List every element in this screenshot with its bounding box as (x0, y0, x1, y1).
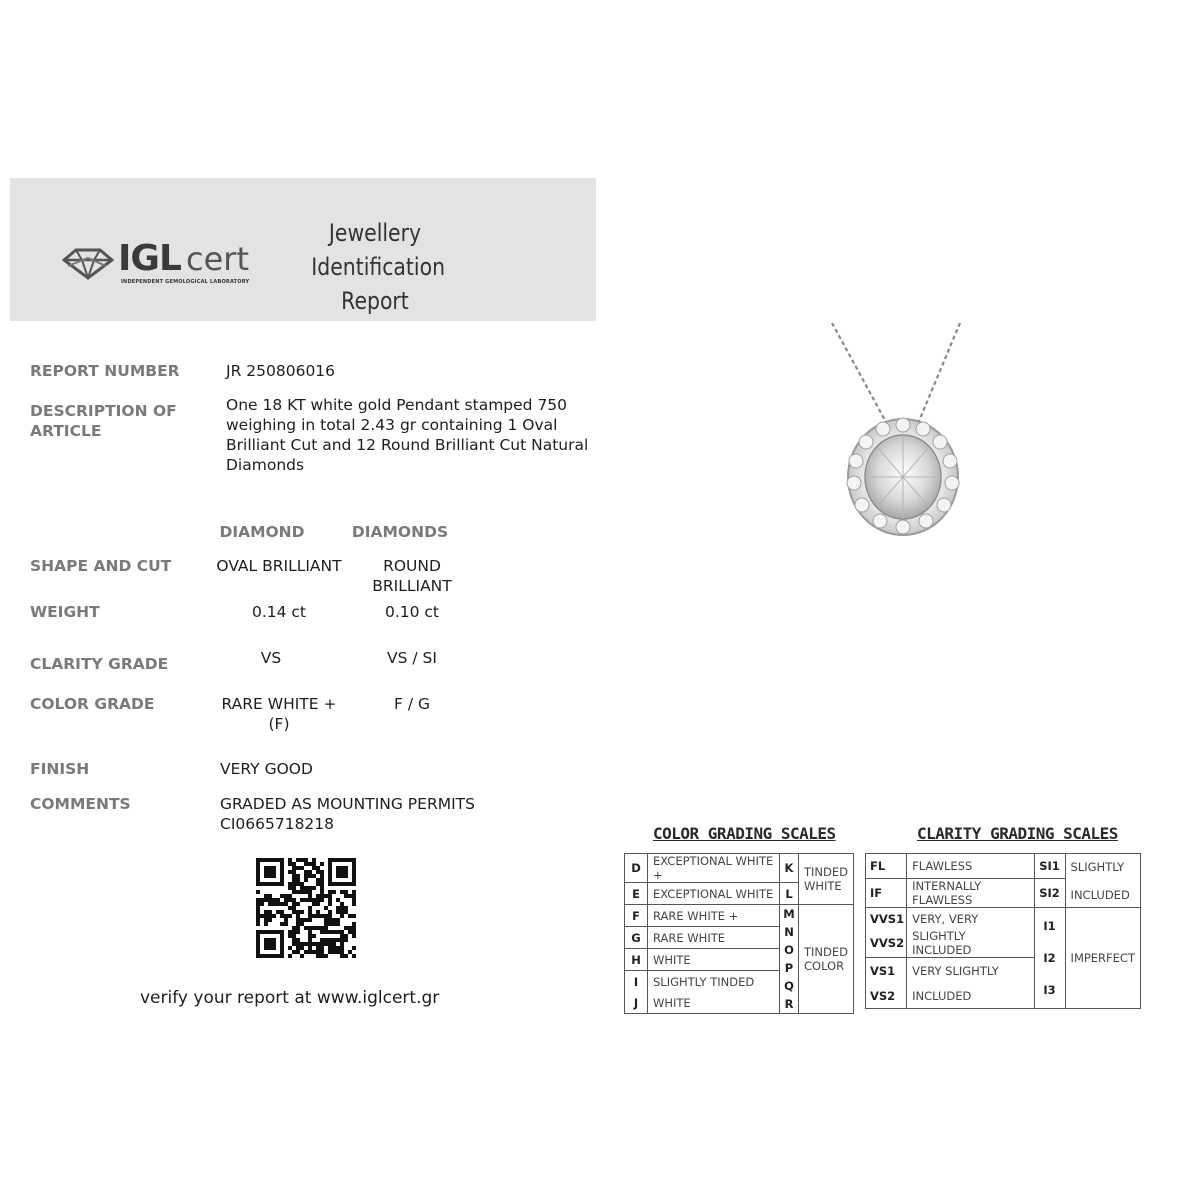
logo-igl-text: IGL (118, 238, 181, 279)
color-group-tinded-color (799, 905, 854, 1014)
color-key: K (780, 854, 799, 883)
color-key: O (784, 943, 794, 957)
color-desc: EXCEPTIONAL WHITE (648, 883, 780, 905)
color-key: P (784, 961, 794, 975)
description-line: weighing in total 2.43 gr containing 1 Oval (226, 416, 558, 434)
color-key: I (625, 971, 648, 993)
color-key: N (784, 925, 794, 939)
clarity-keys-i (1034, 908, 1065, 1009)
color-key: D (625, 854, 648, 883)
diamond-logo-icon (62, 246, 114, 280)
pendant-image (780, 315, 1020, 555)
color-desc: RARE WHITE (648, 927, 780, 949)
color-key: G (625, 927, 648, 949)
comments-label: COMMENTS (30, 795, 131, 813)
color-key: H (625, 949, 648, 971)
description-line: One 18 KT white gold Pendant stamped 750 (226, 396, 568, 414)
group-line: COLOR (804, 959, 845, 973)
clarity-key: VS1 (866, 958, 907, 985)
color-side: F / G (393, 695, 430, 713)
group-line: SLIGHTLY (1070, 859, 1125, 874)
color-scale-table (624, 853, 854, 1014)
group-line: WHITE (804, 879, 842, 893)
description-line: Diamonds (226, 456, 305, 474)
color-keys-m-r (780, 905, 799, 1014)
verify-link-text[interactable]: verify your report at www.iglcert.gr (140, 988, 440, 1008)
group-line: TINDED (804, 945, 848, 959)
clarity-key: I2 (1043, 951, 1056, 965)
clarity-key: SI2 (1034, 879, 1065, 908)
title-line: Report (341, 287, 409, 315)
color-label: COLOR GRADE (30, 695, 155, 713)
group-line: TINDED (804, 865, 848, 879)
color-desc: SLIGHTLY TINDED (648, 971, 780, 993)
clarity-side: VS / SI (387, 649, 437, 667)
clarity-desc: VERY, VERY (907, 908, 1034, 930)
column-header-diamonds: DIAMONDS (351, 523, 449, 541)
comments-line: CI0665718218 (220, 815, 335, 833)
group-line: INCLUDED (1070, 887, 1130, 902)
clarity-scale-table (865, 853, 1141, 1009)
report-number-value: JR 250806016 (226, 362, 336, 380)
clarity-label: CLARITY GRADE (30, 655, 169, 673)
color-scale-title: COLOR GRADING SCALES (653, 824, 836, 843)
color-group-tinded-white (799, 854, 854, 905)
clarity-main: VS (260, 649, 282, 667)
weight-side: 0.10 ct (384, 603, 440, 621)
clarity-desc: INTERNALLY FLAWLESS (907, 879, 1034, 908)
shape-side-line: ROUND (383, 557, 441, 575)
logo-cert-text: cert (186, 240, 249, 278)
clarity-group-imperfect: IMPERFECT (1065, 908, 1140, 1009)
clarity-desc: VERY SLIGHTLY (907, 958, 1034, 985)
description-label-line: DESCRIPTION OF (30, 402, 177, 420)
color-desc: WHITE (648, 949, 780, 971)
clarity-key: IF (866, 879, 907, 908)
clarity-group-slightly-included (1065, 854, 1140, 908)
clarity-key: I1 (1043, 919, 1056, 933)
color-main-line: RARE WHITE + (221, 695, 337, 713)
color-main-line: (F) (268, 715, 290, 733)
shape-side-line: BRILLIANT (372, 577, 452, 595)
clarity-desc: SLIGHTLY INCLUDED (907, 929, 1034, 958)
description-line: Brilliant Cut and 12 Round Brilliant Cut Natural (226, 436, 589, 454)
finish-value: VERY GOOD (220, 760, 313, 778)
clarity-key: SI1 (1034, 854, 1065, 879)
report-number-label: REPORT NUMBER (30, 362, 180, 380)
color-desc: WHITE (648, 992, 780, 1014)
description-label-line: ARTICLE (30, 422, 102, 440)
qr-code-icon[interactable] (256, 858, 356, 958)
clarity-key: VVS2 (866, 929, 907, 958)
weight-label: WEIGHT (30, 603, 100, 621)
clarity-key: VVS1 (866, 908, 907, 930)
color-key: R (784, 997, 794, 1011)
comments-line: GRADED AS MOUNTING PERMITS (220, 795, 475, 813)
column-header-diamond: DIAMOND (219, 523, 305, 541)
color-key: E (625, 883, 648, 905)
color-desc: RARE WHITE + (648, 905, 780, 927)
clarity-key: I3 (1043, 983, 1056, 997)
clarity-desc: INCLUDED (907, 984, 1034, 1009)
clarity-scale-title: CLARITY GRADING SCALES (917, 824, 1118, 843)
color-desc: EXCEPTIONAL WHITE + (648, 854, 780, 883)
shape-label: SHAPE AND CUT (30, 557, 172, 575)
title-line: Identification (311, 253, 446, 281)
logo-tagline: INDEPENDENT GEMOLOGICAL LABORATORY (121, 279, 250, 285)
clarity-key: VS2 (866, 984, 907, 1009)
color-key: L (780, 883, 799, 905)
clarity-key: FL (866, 854, 907, 879)
color-key: Q (784, 979, 794, 993)
shape-main: OVAL BRILLIANT (216, 557, 342, 575)
iglcert-logo (62, 238, 267, 294)
title-line: Jewellery (328, 219, 422, 247)
finish-label: FINISH (30, 760, 90, 778)
color-key: M (783, 907, 795, 921)
color-key: F (625, 905, 648, 927)
weight-main: 0.14 ct (251, 603, 307, 621)
color-key: J (625, 992, 648, 1014)
report-title (311, 216, 446, 318)
report-header (10, 178, 596, 321)
clarity-desc: FLAWLESS (907, 854, 1034, 879)
